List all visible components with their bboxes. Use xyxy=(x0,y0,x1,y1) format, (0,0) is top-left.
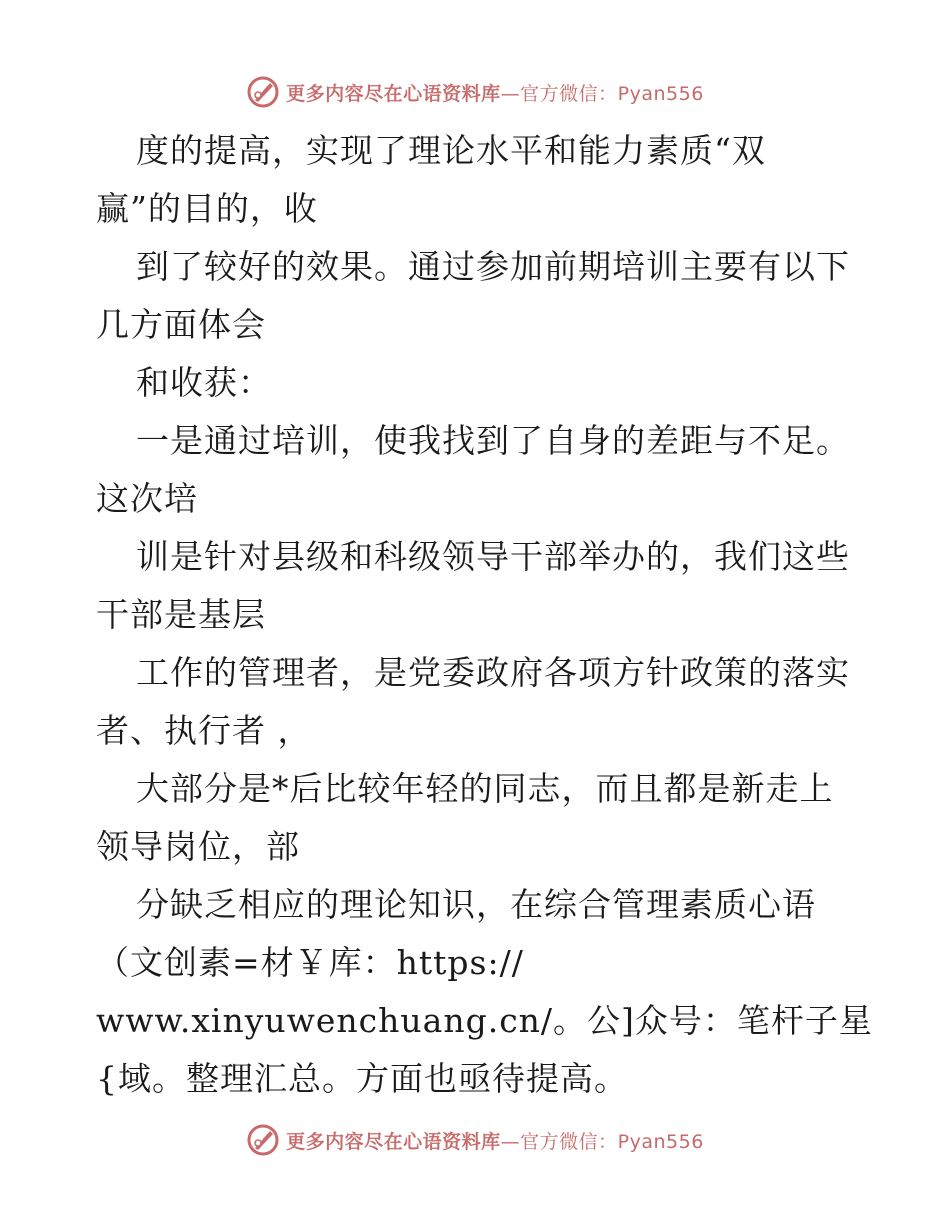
body-line: 工作的管理者，是党委政府各项方针政策的落实 xyxy=(136,653,850,692)
footer-banner xyxy=(0,1120,950,1160)
body-line: 和收获： xyxy=(136,363,272,402)
body-line: 大部分是*后比较年轻的同志，而且都是新走上 xyxy=(136,769,834,808)
body-line: 一是通过培训，使我找到了自身的差距与不足。 xyxy=(136,421,850,460)
body-line: 度的提高，实现了理论水平和能力素质“双 xyxy=(136,131,766,170)
body-line: （文创素=材￥库：https:// xyxy=(96,943,524,982)
body-line: 赢”的目的，收 xyxy=(96,189,318,228)
footer-banner-text: 更多内容尽在心语资料库—官方微信：Pyan556 xyxy=(286,1130,704,1153)
header-banner-text: 更多内容尽在心语资料库—官方微信：Pyan556 xyxy=(286,82,704,105)
body-line: 到了较好的效果。通过参加前期培训主要有以下 xyxy=(136,247,850,286)
body-line: www.xinyuwenchuang.cn/。公]众号：笔杆子星 xyxy=(96,1001,873,1040)
body-line: {域。整理汇总。方面也亟待提高。 xyxy=(96,1059,628,1098)
body-line: 干部是基层 xyxy=(96,595,266,634)
body-line: 者、执行者 ， xyxy=(96,711,312,750)
body-line: 这次培 xyxy=(96,479,198,518)
body-line: 几方面体会 xyxy=(96,305,266,344)
quill-logo-icon xyxy=(246,75,280,109)
document-body xyxy=(96,122,873,1108)
body-line: 训是针对县级和科级领导干部举办的，我们这些 xyxy=(136,537,850,576)
body-line: 领导岗位，部 xyxy=(96,827,300,866)
header-banner xyxy=(0,72,950,112)
body-line: 分缺乏相应的理论知识，在综合管理素质心语 xyxy=(136,885,816,924)
quill-logo-icon xyxy=(246,1123,280,1157)
